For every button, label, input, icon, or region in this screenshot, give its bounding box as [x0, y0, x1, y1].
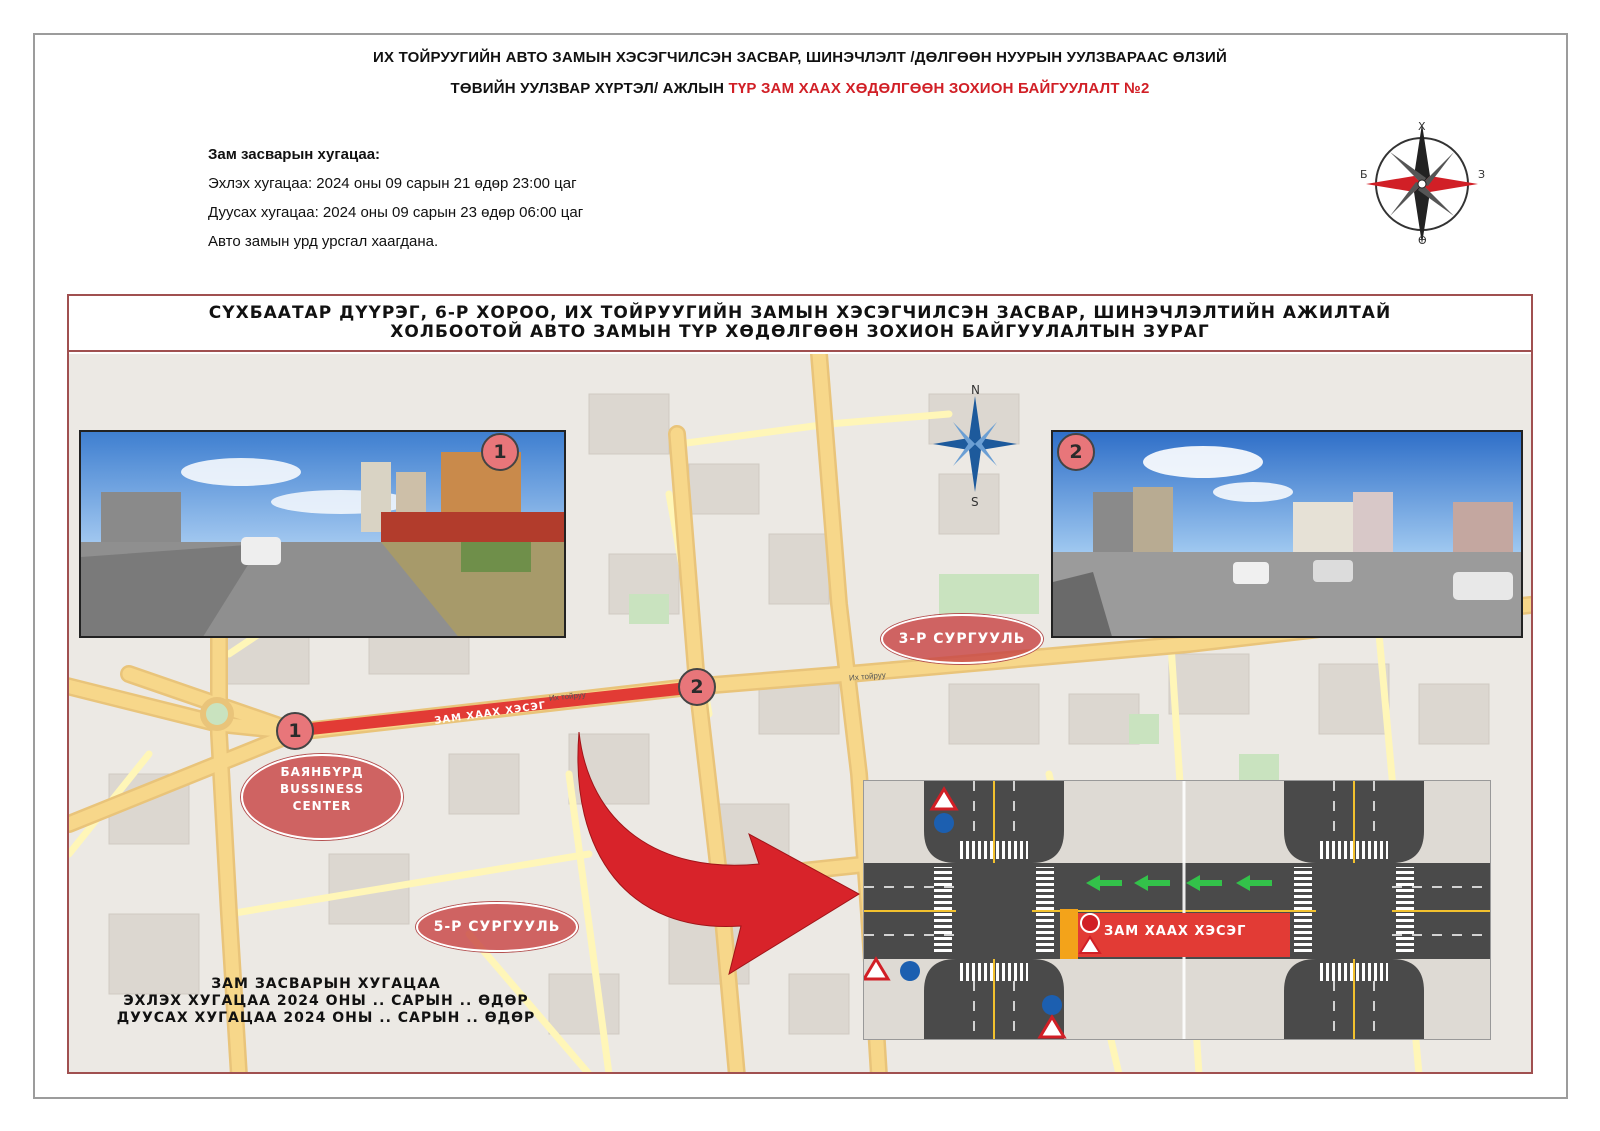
compass-east-label: З — [1478, 168, 1486, 181]
school-5-label: 5-Р СУРГУУЛЬ — [416, 902, 578, 952]
photo-1-number-badge: 1 — [481, 433, 519, 471]
compass-rose-icon — [1360, 118, 1490, 246]
map-compass-s: S — [971, 495, 979, 509]
photo-2-image — [1053, 432, 1523, 638]
street-label-1: Их тойруу — [548, 690, 587, 703]
map-header — [69, 296, 1531, 352]
compass-north-label: Х — [1418, 120, 1426, 133]
period-heading: Зам засварын хугацаа: — [208, 146, 381, 163]
closed-road-label: ЗАМ ХААХ ХЭСЭГ — [433, 700, 547, 727]
map-header-line1: СҮХБААТАР ДҮҮРЭГ, 6-Р ХОРОО, ИХ ТОЙРУУГИЙН ЗАМЫН ХЭСЭГЧИЛСЭН ЗАСВАР, ШИНЭЧЛЭЛТИЙН АЖИЛТАЙ — [208, 303, 1392, 323]
intersection-drawing — [864, 781, 1491, 1040]
period-end: Дуусах хугацаа: 2024 оны 09 сарын 23 өдөр 06:00 цаг — [208, 204, 584, 221]
compass-south-label: Ө — [1418, 234, 1427, 246]
map-point-1-badge[interactable]: 1 — [276, 712, 314, 750]
street-map[interactable] — [69, 354, 1531, 1074]
landmark-line2: BUSSINESS — [279, 782, 365, 796]
intersection-diagram[interactable] — [863, 780, 1491, 1040]
period-note: Авто замын урд урсгал хаагдана. — [208, 233, 439, 250]
bottom-note-line1: ЗАМ ЗАСВАРЫН ХУГАЦАА — [211, 976, 441, 992]
document-title-line1: ИХ ТОЙРУУГИЙН АВТО ЗАМЫН ХЭСЭГЧИЛСЭН ЗАСВАР, ШИНЭЧЛЭЛТ /ДӨЛГӨӨН НУУРЫН УУЛЗВАРААС ӨЛЗИЙ — [373, 49, 1227, 66]
bottom-note-line2: ЭХЛЭХ ХУГАЦАА 2024 ОНЫ .. САРЫН .. ӨДӨР — [123, 993, 529, 1009]
bottom-note-line3: ДУУСАХ ХУГАЦАА 2024 ОНЫ .. САРЫН .. ӨДӨР — [116, 1010, 536, 1026]
bayanburd-business-center-label — [241, 754, 403, 840]
landmark-line1: БАЯНБҮРД — [280, 765, 364, 779]
map-point-2-badge[interactable]: 2 — [678, 668, 716, 706]
street-label-2: Их тойруу — [848, 670, 887, 683]
title-black-part: ТӨВИЙН УУЛЗВАР ХҮРТЭЛ/ АЖЛЫН — [450, 80, 729, 97]
map-header-line2: ХОЛБООТОЙ АВТО ЗАМЫН ТҮР ХӨДӨЛГӨӨН ЗОХИОН БАЙГУУЛАЛТЫН ЗУРАГ — [390, 322, 1210, 342]
school-3-label: 3-Р СУРГУУЛЬ — [881, 614, 1043, 664]
map-compass-n: N — [971, 383, 980, 397]
repair-period-block — [208, 140, 583, 256]
inset-closed-label: ЗАМ ХААХ ХЭСЭГ — [1104, 924, 1247, 939]
map-bottom-note — [91, 976, 561, 1027]
document-title-line2 — [0, 80, 1600, 97]
period-start: Эхлэх хугацаа: 2024 оны 09 сарын 21 өдөр 23:00 цаг — [208, 175, 577, 192]
photo-2-number-badge: 2 — [1057, 433, 1095, 471]
map-frame — [67, 294, 1533, 1074]
street-photo-2[interactable] — [1051, 430, 1523, 638]
compass-west-label: Б — [1360, 168, 1368, 181]
title-red-part: ТҮР ЗАМ ХААХ ХӨДӨЛГӨӨН ЗОХИОН БАЙГУУЛАЛТ №2 — [728, 80, 1150, 97]
landmark-line3: CENTER — [292, 799, 352, 813]
